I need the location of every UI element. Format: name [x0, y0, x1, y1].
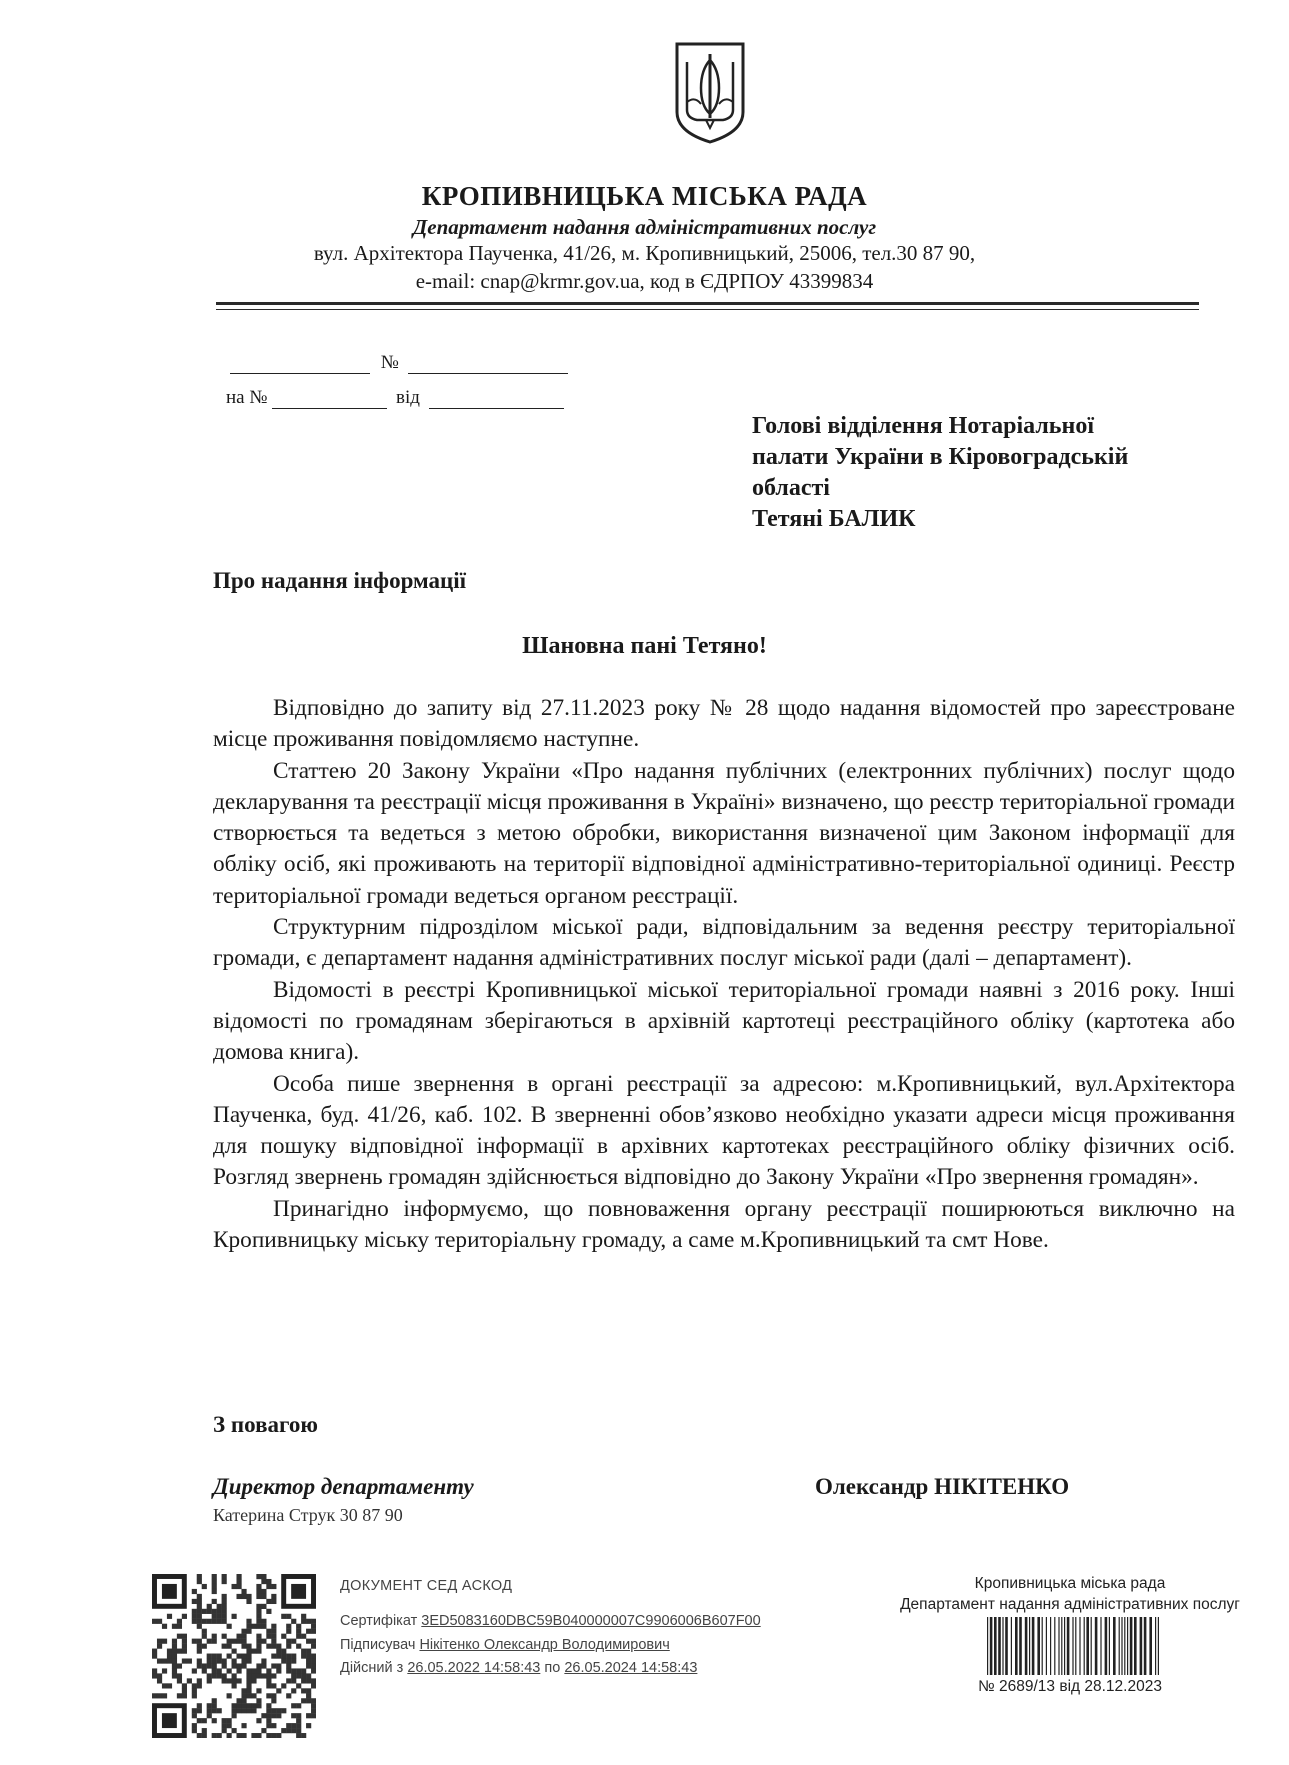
organization-address: вул. Архітектора Паученка, 41/26, м. Кропивницький, 25006, тел.30 87 90, — [313, 241, 976, 265]
outgoing-reg-line — [230, 352, 568, 374]
registration-number: № 2689/13 від 28.12.2023 — [978, 1678, 1162, 1695]
addressee-line: палати України в Кіровоградській — [752, 444, 1129, 470]
organization-name: КРОПИВНИЦЬКА МІСЬКА РАДА — [421, 181, 868, 211]
stamp-department: Департамент надання адміністративних послуг — [900, 1596, 1240, 1613]
number-sign: № — [380, 352, 399, 373]
department-name: Департамент надання адміністративних послуг — [412, 215, 877, 239]
incoming-reg-line — [226, 387, 564, 409]
addressee-block — [752, 411, 1222, 535]
letter-subject: Про надання інформації — [213, 568, 467, 593]
body-paragraph: Відомості в реєстрі Кропивницької міської територіальної громади наявні з 2016 року. Інші відомості по громадянам зберігаються в архівній картотеці реєстраційного обліку (картотека або домова книга). — [213, 976, 1235, 1066]
stamp-organization: Кропивницька міська рада — [974, 1575, 1166, 1592]
barcode-icon — [985, 1617, 1165, 1675]
addressee-line: Тетяні БАЛИК — [752, 506, 916, 532]
signatory-name: Олександр НІКІТЕНКО — [815, 1474, 1070, 1499]
valid-from: 26.05.2022 14:58:43 — [407, 1660, 541, 1676]
cert-label: Сертифікат — [340, 1613, 418, 1629]
valid-label: Дійсний з — [340, 1660, 404, 1676]
valid-to: 26.05.2024 14:58:43 — [564, 1660, 698, 1676]
esign-certificate — [340, 1613, 761, 1629]
signatory-title: Директор департаменту — [213, 1474, 474, 1499]
salutation: Шановна пані Тетяно! — [522, 633, 767, 659]
signer-value: Нікітенко Олександр Володимирович — [419, 1637, 670, 1653]
executor-contact: Катерина Струк 30 87 90 — [213, 1505, 403, 1525]
addressee-line: Голові відділення Нотаріальної — [752, 413, 1094, 439]
esign-signer — [340, 1637, 670, 1653]
esign-title: ДОКУМЕНТ СЕД АСКОД — [340, 1578, 513, 1594]
qr-code-icon — [152, 1574, 316, 1738]
valid-to-label: по — [544, 1660, 561, 1676]
body-paragraph: Принагідно інформуємо, що повноваження органу реєстрації поширюються виключно на Кропивницьку міську територіальну громаду, а саме м.Кропивницький та смт Нове. — [213, 1195, 1235, 1254]
body-paragraph: Особа пише звернення в органі реєстрації за адресою: м.Кропивницький, вул.Архітектора Паученка, буд. 41/26, каб. 102. В зверненні обов’язково необхідно указати адреси місця проживання для пошуку відповідної інформації в архівних картотеках реєстраційного обліку фізичних осіб. Розгляд звернень громадян здійснюється відповідно до Закону України «Про звернення громадян». — [213, 1070, 1235, 1191]
cert-value: 3ED5083160DBC59B040000007C9906006B607F00 — [421, 1613, 761, 1629]
signer-label: Підписувач — [340, 1637, 416, 1653]
organization-contacts: e-mail: cnap@krmr.gov.ua, код в ЄДРПОУ 43399834 — [415, 269, 874, 293]
on-number-label: на № — [226, 387, 268, 408]
from-label: від — [395, 387, 420, 408]
header-divider-thin — [216, 309, 1199, 310]
header-divider — [216, 302, 1199, 305]
addressee-line: області — [752, 475, 830, 501]
esign-validity — [340, 1660, 697, 1676]
closing-phrase: З повагою — [213, 1412, 318, 1437]
coat-of-arms-icon — [673, 40, 747, 146]
body-paragraph: Структурним підрозділом міської ради, відповідальним за ведення реєстру територіальної громади, є департамент надання адміністративних послуг міської ради (далі – департамент). — [213, 914, 1235, 972]
letter-body — [213, 693, 1235, 1256]
body-paragraph: Відповідно до запиту від 27.11.2023 року № 28 щодо надання відомостей про зареєстроване місце проживання повідомляємо наступне. — [213, 695, 1235, 753]
body-paragraph: Статтею 20 Закону України «Про надання публічних (електронних публічних) послуг щодо декларування та реєстрації місця проживання в Україні» визначено, що реєстр територіальної громади створюється та ведеться з метою обробки, використання визначеної цим Законом інформації для обліку осіб, які проживають на території відповідної адміністративно-територіальної одиниці. Реєстр територіальної громади ведеться органом реєстрації. — [213, 757, 1235, 909]
